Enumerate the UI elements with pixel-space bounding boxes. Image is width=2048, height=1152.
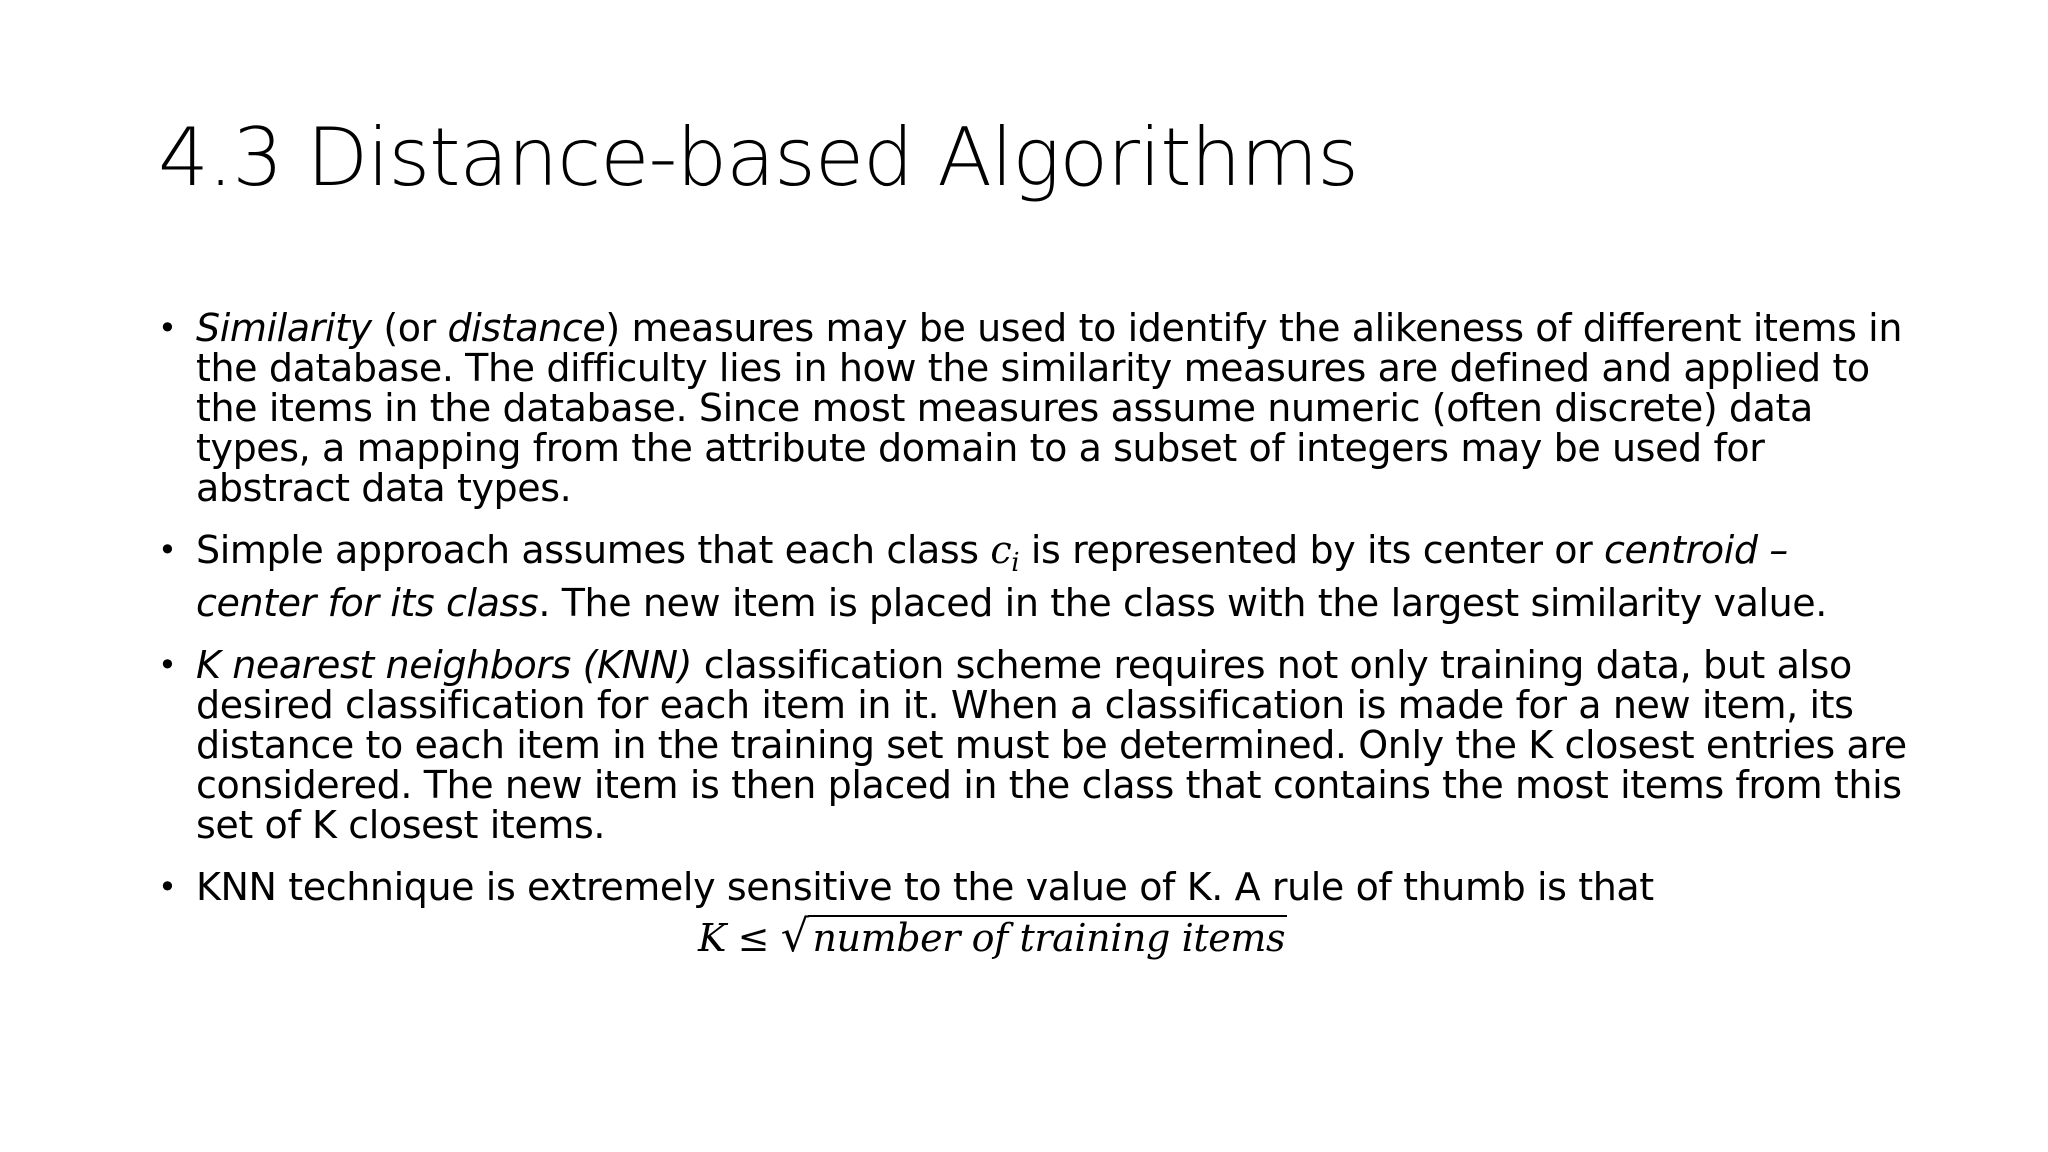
bullet-dot: • <box>158 868 177 906</box>
sqrt-icon: √ <box>780 911 809 962</box>
bullet-list <box>158 308 1918 980</box>
slide-title: 4.3 Distance-based Algorithms <box>158 111 1358 204</box>
term-distance: distance <box>447 306 606 350</box>
bullet-text: Simple approach assumes that each class $c_i$ is represented by its center or centroid – center for its class. The new item is placed in the class with the largest similarity value. <box>196 528 1827 625</box>
term-similarity: Similarity <box>196 306 372 350</box>
bullet-centroid <box>158 530 1918 623</box>
bullet-text: Similarity (or distance) measures may be used to identify the alikeness of different items in the database. The difficulty lies in how the similarity measures are defined and applied to the items in the database. Since most measures assume numeric (often discrete) data types, a mapping from the attribute domain to a subset of integers may be used for abstract data types. <box>196 306 1903 510</box>
math-class-ci: $c_i$ <box>990 528 1020 578</box>
formula-radicand: number of training items <box>808 915 1287 957</box>
term-knn: K nearest neighbors (KNN) <box>196 643 693 687</box>
bullet-text: K nearest neighbors (KNN) classification scheme requires not only training data, but also desired classification for each item in it. When a classification is made for a new item, its distance to each item in the training set must be determined. Only the K closest entries are considered. The new item is then placed in the class that contains the most items from this set of K closest items. <box>196 643 1907 847</box>
bullet-dot: • <box>158 531 177 569</box>
term-centroid: centroid – center for its class <box>196 528 1788 625</box>
bullet-dot: • <box>158 309 177 347</box>
bullet-dot: • <box>158 646 177 684</box>
bullet-similarity <box>158 308 1918 508</box>
bullet-knn-sensitivity <box>158 865 1918 962</box>
bullet-text: KNN technique is extremely sensitive to the value of K. A rule of thumb is that <box>196 865 1654 909</box>
bullet-knn <box>158 645 1918 845</box>
formula-k-rule: K ≤ √ number of training items <box>698 911 1286 962</box>
